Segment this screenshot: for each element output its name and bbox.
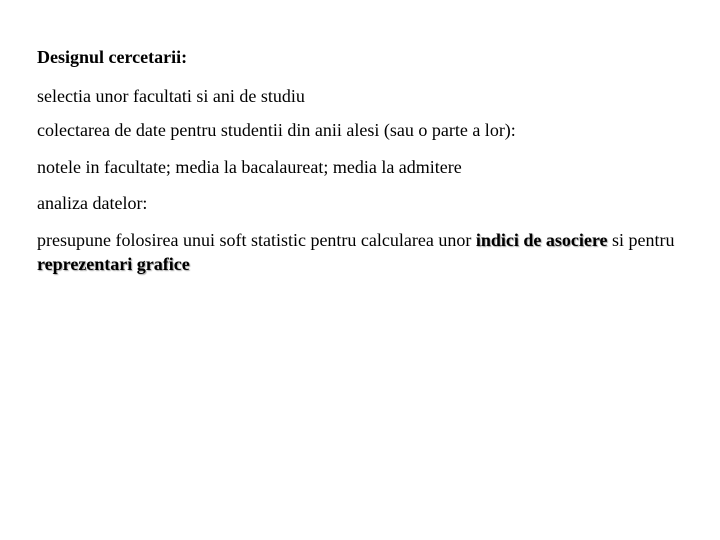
emphasis-association-indices: indici de asociere — [475, 230, 608, 250]
analysis-description — [37, 228, 697, 276]
analysis-text-part2: si pentru — [607, 230, 675, 250]
text-line-selection: selectia unor facultati si ani de studiu — [37, 86, 305, 106]
text-line-data-collection: colectarea de date pentru studentii din anii alesi (sau o parte a lor): — [37, 120, 516, 140]
emphasis-graphic-representations: reprezentari grafice — [37, 254, 190, 274]
analysis-text-part1: presupune folosirea unui soft statistic pentru calcularea unor — [37, 230, 476, 250]
slide-heading: Designul cercetarii: — [37, 47, 188, 67]
text-line-grades: notele in facultate; media la bacalaureat; media la admitere — [37, 157, 462, 177]
text-line-analysis: analiza datelor: — [37, 193, 148, 213]
